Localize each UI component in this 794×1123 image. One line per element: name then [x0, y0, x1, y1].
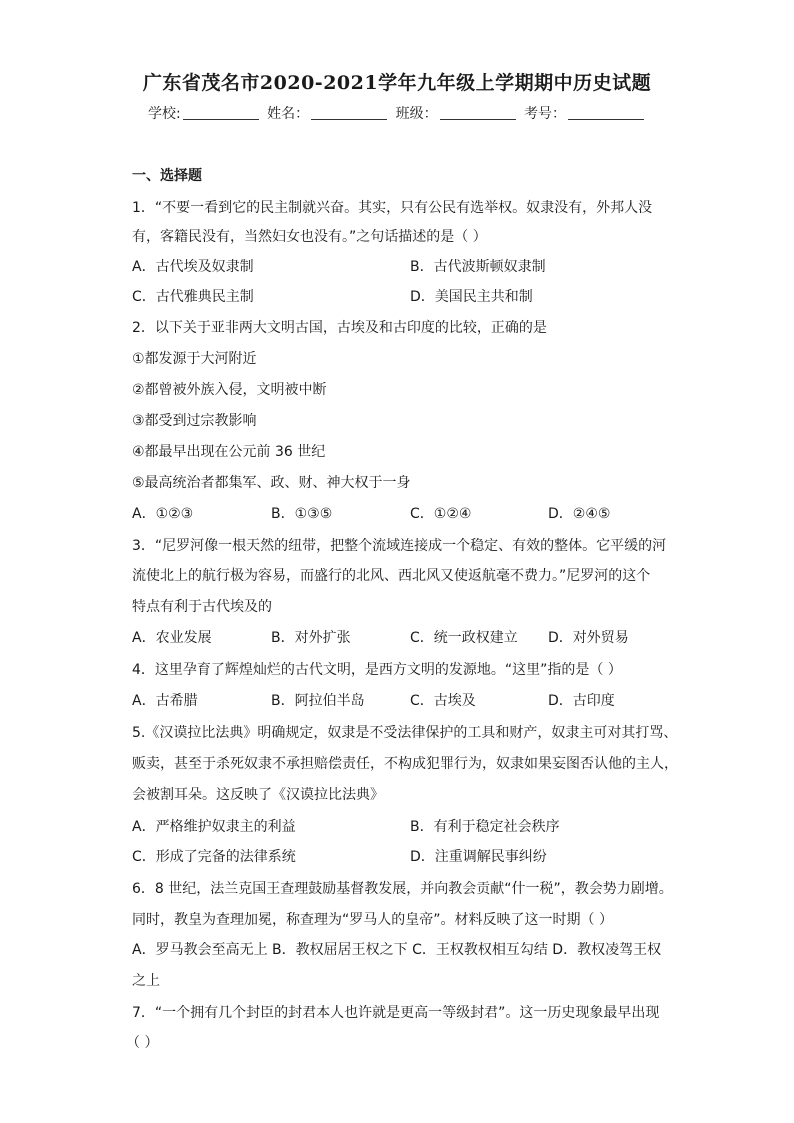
q3-option-c: C．统一政权建立 — [410, 630, 518, 646]
number-blank — [568, 105, 644, 120]
q1-option-a: A．古代埃及奴隶制 — [132, 259, 254, 275]
page-title: 广东省茂名市2020-2021学年九年级上学期期中历史试题 — [142, 72, 652, 94]
q2-statement-4: ④都最早出现在公元前 36 世纪 — [132, 444, 326, 460]
q1-line1: 1．“不要一看到它的民主制就兴奋。其实，只有公民有选举权。奴隶没有，外邦人没 — [132, 200, 653, 216]
q2-option-b: B．①③⑤ — [271, 506, 333, 522]
q7-line1: 7．“一个拥有几个封臣的封君本人也许就是更高一等级封君”。这一历史现象最早出现 — [132, 1005, 660, 1021]
q3-line3: 特点有利于古代埃及的 — [132, 599, 272, 615]
name-blank — [311, 105, 387, 120]
q5-option-b: B．有利于稳定社会秩序 — [410, 819, 560, 835]
q3-line1: 3．“尼罗河像一根天然的纽带，把整个流域连接成一个稳定、有效的整体。它平缓的河 — [132, 538, 667, 554]
school-label: 学校: — [147, 106, 181, 122]
q2-statement-1: ①都发源于大河附近 — [132, 351, 257, 367]
q2-statement-3: ③都受到过宗教影响 — [132, 413, 257, 429]
q7-line2: （ ） — [126, 1035, 159, 1051]
q6-line1: 6．8 世纪，法兰克国王查理鼓励基督教发展，并向教会贡献“什一税”，教会势力剧增。 — [132, 881, 673, 897]
q4-option-d: D．古印度 — [548, 693, 615, 709]
q2-option-d: D．②④⑤ — [548, 506, 611, 522]
q6-options-line-cont: 之上 — [132, 973, 160, 989]
q3-option-a: A．农业发展 — [132, 630, 212, 646]
name-label: 姓名： — [267, 106, 310, 122]
student-info-row — [0, 103, 794, 123]
q3-line2: 流使北上的航行极为容易，而盛行的北风、西北风又使返航毫不费力。”尼罗河的这个 — [132, 568, 651, 584]
school-blank — [183, 105, 259, 120]
q6-options-line: A．罗马教会至高无上 B．教权屈居王权之下 C．王权教权相互勾结 D．教权凌驾王权 — [132, 942, 662, 958]
q2-option-c: C．①②④ — [410, 506, 472, 522]
class-blank — [440, 105, 516, 120]
q3-option-b: B．对外扩张 — [271, 630, 351, 646]
q2-statement-5: ⑤最高统治者都集军、政、财、神大权于一身 — [132, 475, 411, 491]
q4-option-b: B．阿拉伯半岛 — [271, 693, 365, 709]
class-label: 班级： — [395, 106, 438, 122]
q6-line2: 同时，教皇为查理加冕，称查理为“罗马人的皇帝”。材料反映了这一时期（ ） — [132, 912, 613, 928]
q1-option-b: B．古代波斯顿奴隶制 — [410, 259, 546, 275]
q2-statement-2: ②都曾被外族入侵，文明被中断 — [132, 382, 327, 398]
q5-line1: 5.《汉谟拉比法典》明确规定，奴隶是不受法律保护的工具和财产，奴隶主可对其打骂、 — [132, 725, 678, 741]
q2-option-a: A．①②③ — [132, 506, 194, 522]
number-label: 考号： — [524, 106, 567, 122]
q1-option-c: C．古代雅典民主制 — [132, 289, 254, 305]
q4-option-a: A．古希腊 — [132, 693, 198, 709]
q5-line3: 会被割耳朵。这反映了《汉谟拉比法典》 — [132, 787, 384, 803]
section-heading: 一、选择题 — [132, 168, 202, 184]
q5-option-d: D．注重调解民事纠纷 — [410, 849, 547, 865]
q4-stem: 4．这里孕育了辉煌灿烂的古代文明，是西方文明的发源地。“这里”指的是（ ） — [132, 662, 622, 678]
q3-option-d: D．对外贸易 — [548, 630, 629, 646]
q4-option-c: C．古埃及 — [410, 693, 476, 709]
q5-option-c: C．形成了完备的法律系统 — [132, 849, 296, 865]
q1-option-d: D．美国民主共和制 — [410, 289, 533, 305]
q5-option-a: A．严格维护奴隶主的利益 — [132, 819, 296, 835]
q2-stem: 2．以下关于亚非两大文明古国，古埃及和古印度的比较，正确的是 — [132, 320, 547, 336]
q5-line2: 贩卖，甚至于杀死奴隶不承担赔偿责任，不构成犯罪行为，奴隶如果妄图否认他的主人， — [132, 756, 678, 772]
q1-line2: 有，客籍民没有，当然妇女也没有。”之句话描述的是（ ） — [132, 229, 487, 245]
